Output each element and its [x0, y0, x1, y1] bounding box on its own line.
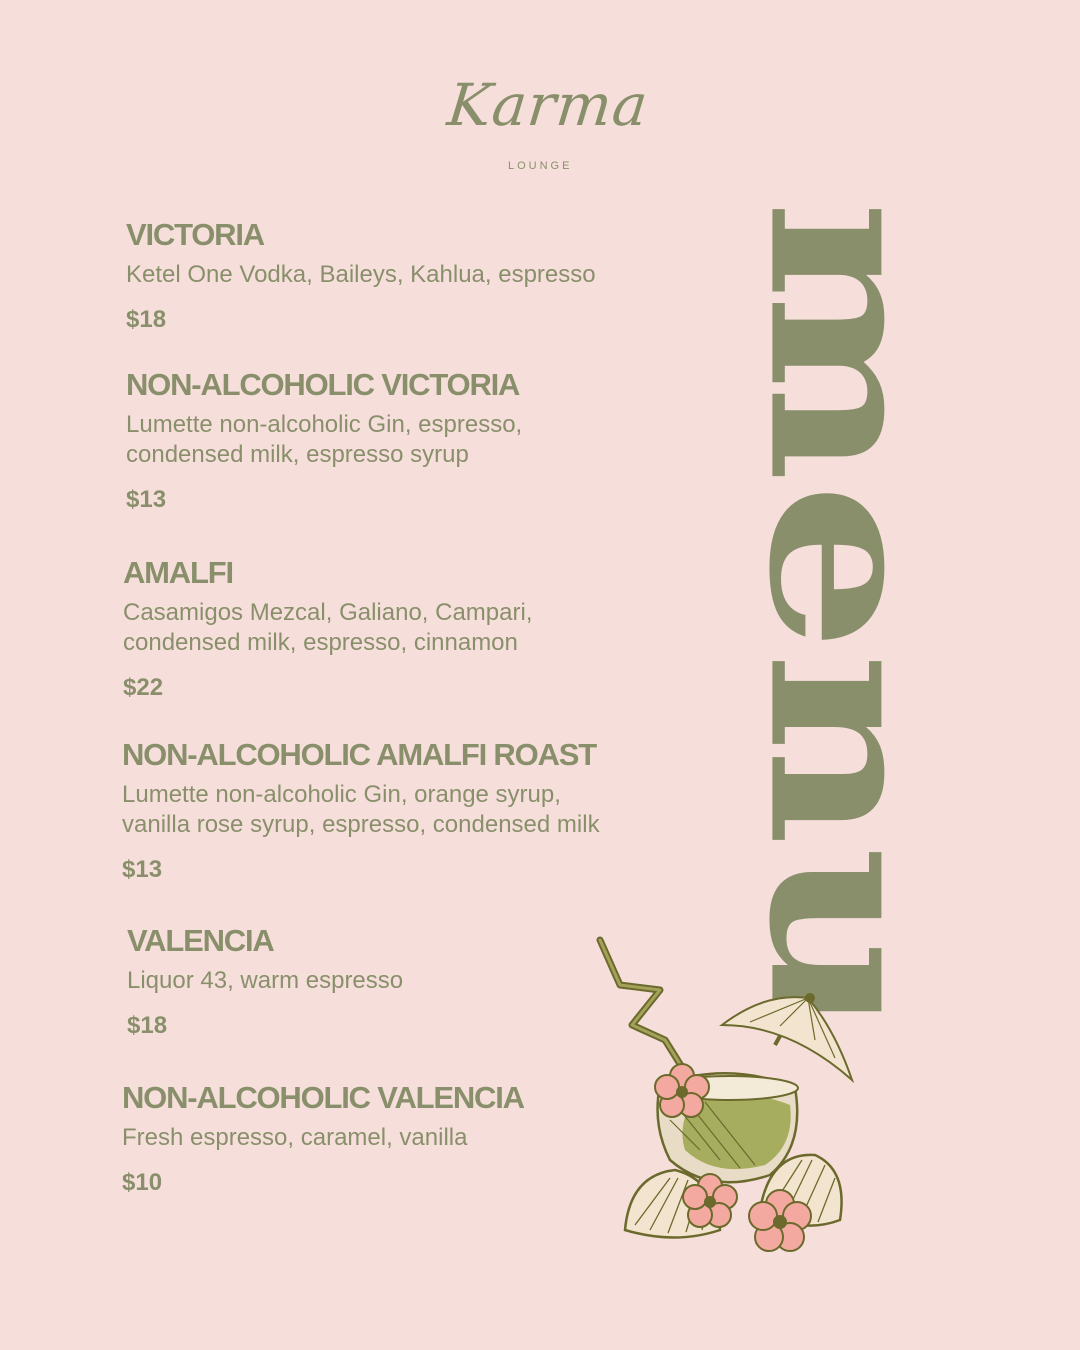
- item-description: Fresh espresso, caramel, vanilla: [122, 1124, 468, 1151]
- item-name: VICTORIA: [126, 217, 264, 252]
- karma-lounge-logo: [430, 71, 652, 182]
- menu-item: [126, 369, 522, 514]
- item-price: $10: [122, 1169, 163, 1196]
- coconut-cocktail-icon: [590, 930, 870, 1270]
- item-description: Liquor 43, warm espresso: [127, 967, 404, 994]
- item-price: $22: [123, 674, 164, 701]
- item-price: $13: [126, 486, 167, 513]
- menu-item: [127, 925, 403, 1040]
- item-name: NON-ALCOHOLIC VICTORIA: [126, 367, 520, 402]
- item-description: Lumette non-alcoholic Gin, orange syrup, vanilla rose syrup, espresso, condensed milk: [122, 781, 600, 838]
- item-name: NON-ALCOHOLIC VALENCIA: [122, 1080, 524, 1115]
- flower-icon: [655, 1064, 709, 1117]
- logo-script: Karma: [444, 71, 652, 139]
- menu-vertical-title: [722, 190, 1080, 1050]
- item-name: VALENCIA: [127, 923, 274, 958]
- item-description: Lumette non-alcoholic Gin, espresso, condensed milk, espresso syrup: [126, 411, 523, 468]
- menu-vertical-text: menu: [722, 200, 970, 862]
- item-price: $13: [122, 856, 163, 883]
- logo-subtitle: LOUNGE: [508, 160, 573, 172]
- item-description: Casamigos Mezcal, Galiano, Campari, condensed milk, espresso, cinnamon: [123, 599, 533, 656]
- menu-item: [122, 739, 600, 884]
- item-name: AMALFI: [123, 555, 233, 590]
- item-description: Ketel One Vodka, Baileys, Kahlua, espresso: [126, 261, 596, 288]
- item-price: $18: [127, 1012, 168, 1039]
- menu-item: [122, 1082, 524, 1197]
- menu-item: [123, 557, 533, 702]
- item-price: $18: [126, 306, 167, 333]
- item-name: NON-ALCOHOLIC AMALFI ROAST: [122, 737, 596, 772]
- menu-item: [126, 219, 596, 334]
